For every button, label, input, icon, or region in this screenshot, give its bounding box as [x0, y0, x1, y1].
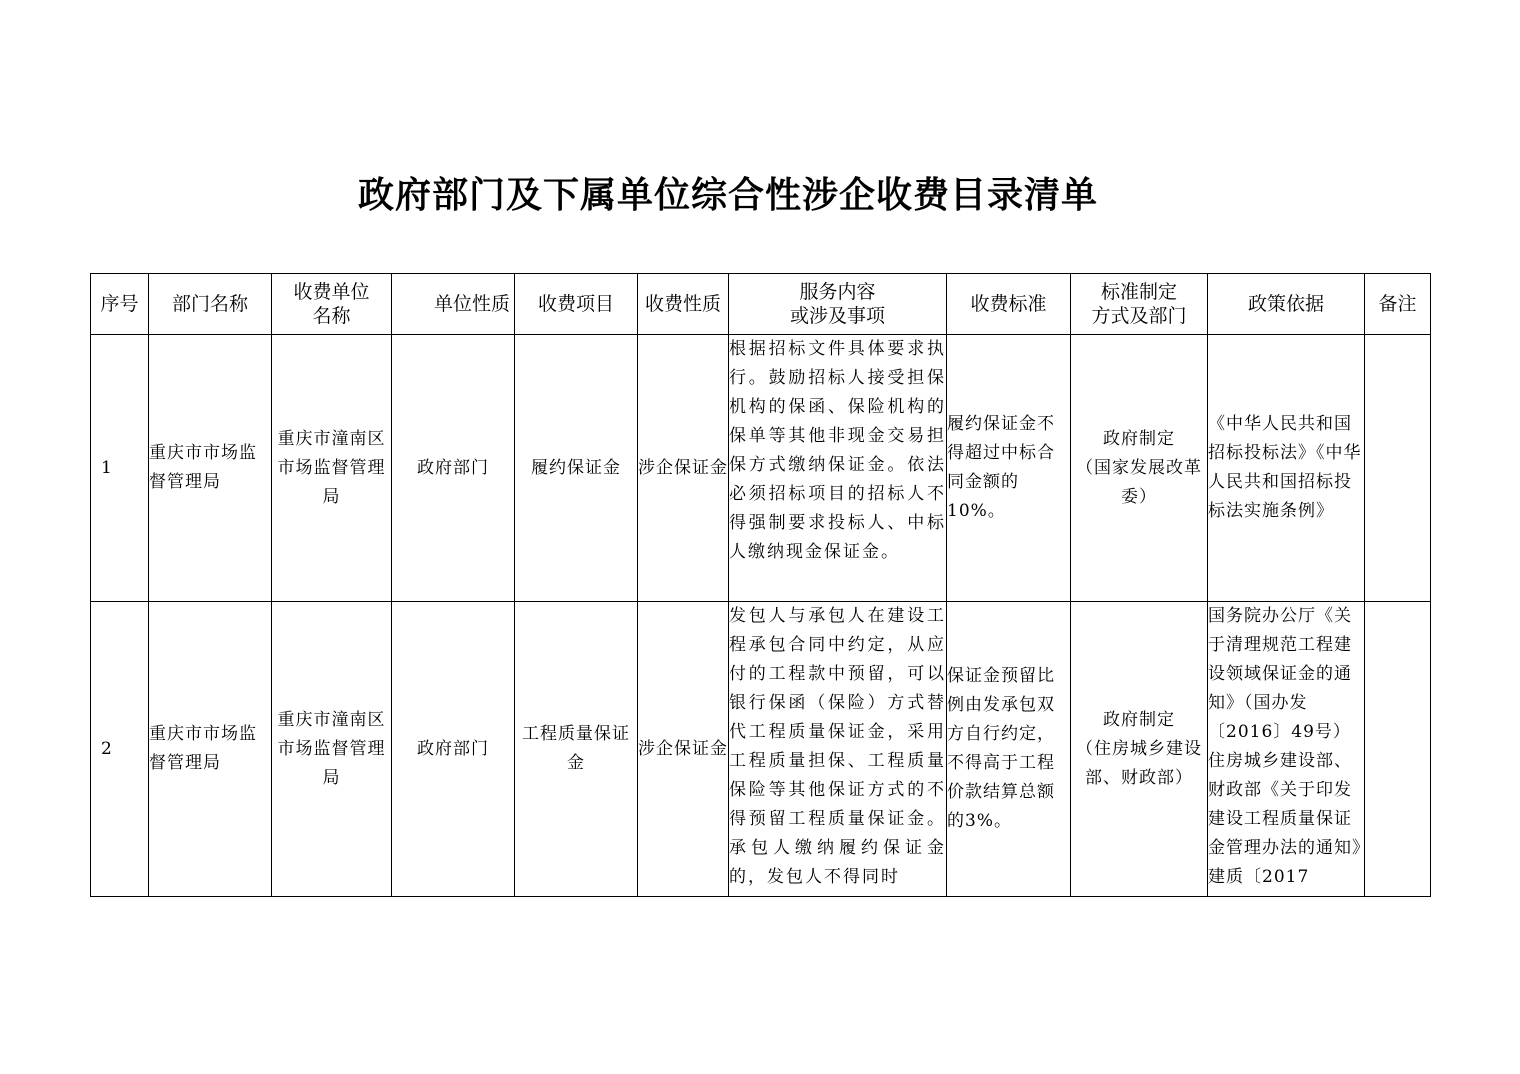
header-basis: 政策依据 — [1208, 274, 1365, 335]
cell-nature: 政府部门 — [392, 602, 515, 897]
header-type: 收费性质 — [638, 274, 729, 335]
cell-standard: 保证金预留比例由发承包双方自行约定，不得高于工程价款结算总额的3%。 — [947, 602, 1071, 897]
fee-catalog-table — [90, 273, 1431, 897]
cell-service: 根据招标文件具体要求执行。鼓励招标人接受担保机构的保函、保险机构的保单等其他非现金交易担保方式缴纳保证金。依法必须招标项目的招标人不得强制要求投标人、中标人缴纳现金保证金。 — [729, 335, 947, 602]
cell-item: 履约保证金 — [515, 335, 638, 602]
header-item: 收费项目 — [515, 274, 638, 335]
header-dept: 部门名称 — [149, 274, 272, 335]
cell-maker: 政府制定 （国家发展改革委） — [1071, 335, 1208, 602]
header-maker: 标准制定 方式及部门 — [1071, 274, 1208, 335]
header-seq: 序号 — [91, 274, 149, 335]
cell-service: 发包人与承包人在建设工程承包合同中约定，从应付的工程款中预留，可以银行保函（保险）方式替代工程质量保证金，采用工程质量担保、工程质量保险等其他保证方式的不得预留工程质量保证金。承包人缴纳履约保证金的，发包人不得同时 — [729, 602, 947, 897]
cell-standard: 履约保证金不得超过中标合同金额的10%。 — [947, 335, 1071, 602]
cell-item: 工程质量保证金 — [515, 602, 638, 897]
cell-unit: 重庆市潼南区市场监督管理局 — [272, 602, 392, 897]
header-service: 服务内容 或涉及事项 — [729, 274, 947, 335]
header-nature: 单位性质 — [392, 274, 515, 335]
cell-nature: 政府部门 — [392, 335, 515, 602]
cell-maker: 政府制定 （住房城乡建设部、财政部） — [1071, 602, 1208, 897]
cell-basis: 《中华人民共和国招标投标法》《中华人民共和国招标投标法实施条例》 — [1208, 335, 1365, 602]
header-standard: 收费标准 — [947, 274, 1071, 335]
table-header-row — [91, 274, 1431, 335]
header-unit: 收费单位 名称 — [272, 274, 392, 335]
cell-type: 涉企保证金 — [638, 602, 729, 897]
cell-seq: 1 — [91, 335, 149, 602]
cell-note — [1365, 602, 1431, 897]
header-note: 备注 — [1365, 274, 1431, 335]
cell-note — [1365, 335, 1431, 602]
cell-dept: 重庆市市场监督管理局 — [149, 335, 272, 602]
cell-seq: 2 — [91, 602, 149, 897]
cell-basis: 国务院办公厅《关于清理规范工程建设领域保证金的通知》（国办发〔2016〕49号）住房城乡建设部、财政部《关于印发建设工程质量保证金管理办法的通知》建质〔2017 — [1208, 602, 1365, 897]
table-row — [91, 335, 1431, 602]
cell-unit: 重庆市潼南区市场监督管理局 — [272, 335, 392, 602]
table-row — [91, 602, 1431, 897]
cell-dept: 重庆市市场监督管理局 — [149, 602, 272, 897]
document-title: 政府部门及下属单位综合性涉企收费目录清单 — [357, 175, 1098, 216]
cell-type: 涉企保证金 — [638, 335, 729, 602]
